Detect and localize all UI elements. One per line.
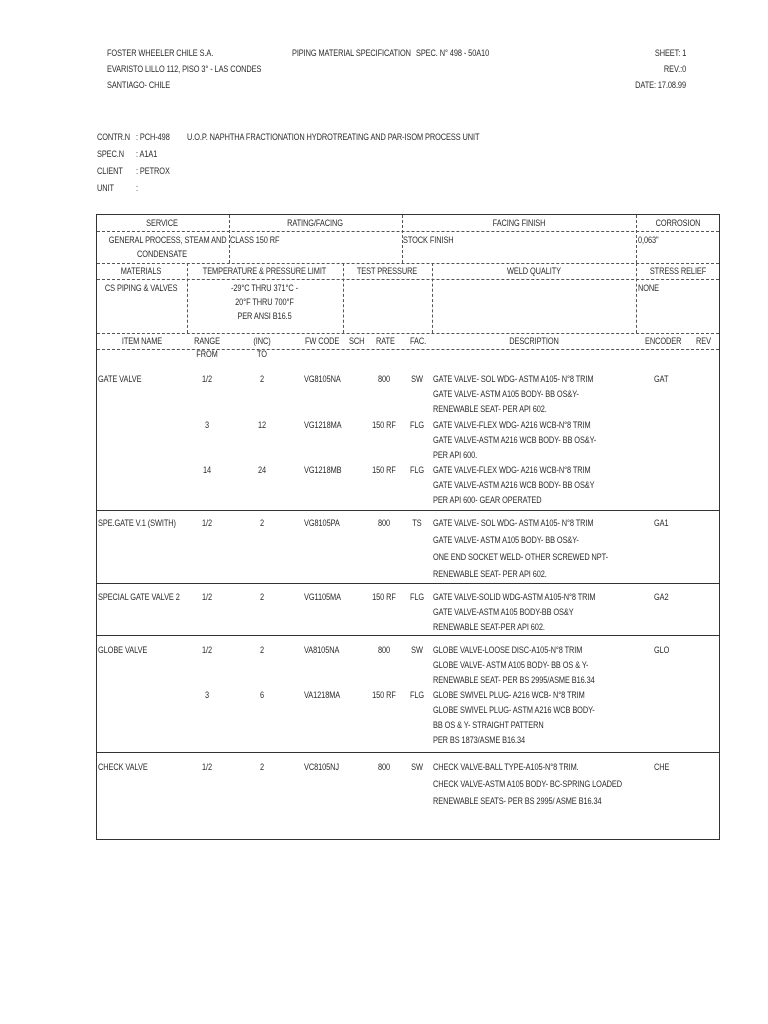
description-line: PER API 600.	[433, 450, 478, 460]
description-line: GATE VALVE-SOLID WDG-ASTM A105-N°8 TRIM	[433, 592, 596, 602]
col-description: DESCRIPTION	[509, 336, 559, 346]
fw-code: VG1218MA	[304, 420, 342, 430]
facing: SW	[411, 762, 423, 772]
rule	[97, 231, 719, 232]
fw-code: VG1105MA	[304, 592, 341, 602]
description-line: GLOBE VALVE-LOOSE DISC-A105-N°8 TRIM	[433, 645, 583, 655]
rating-value: CLASS 150 RF	[230, 235, 280, 245]
col-item-name: ITEM NAME	[121, 336, 163, 346]
unit-value: :	[136, 183, 138, 193]
col-range-to-2: TO	[257, 349, 267, 359]
corrosion-value: 0,063"	[638, 235, 659, 245]
rate: 800	[377, 645, 391, 655]
rate: 800	[377, 518, 391, 528]
revision: REV.:0	[663, 64, 686, 74]
facing-heading: FACING FINISH	[492, 218, 546, 228]
item-name: CHECK VALVE	[98, 762, 148, 772]
temp-value: -29°C THRU 371°C -	[230, 283, 299, 293]
range-from: 1/2	[201, 374, 213, 384]
description-line: RENEWABLE SEAT-PER API 602.	[433, 622, 545, 632]
description-line: GATE VALVE- ASTM A105 BODY- BB OS&Y-	[433, 535, 579, 545]
rule	[97, 333, 719, 334]
client-label: CLIENT	[97, 166, 123, 176]
col-range-from: RANGE	[194, 336, 220, 346]
item-separator	[97, 635, 719, 636]
range-from: 3	[204, 690, 210, 700]
description-line: CHECK VALVE-BALL TYPE-A105-N°8 TRIM.	[433, 762, 579, 772]
description-line: RENEWABLE SEAT- PER BS 2995/ASME B16.34	[433, 675, 595, 685]
temp-value-3: PER ANSI B16.5	[237, 311, 292, 321]
description-line: GLOBE SWIVEL PLUG- ASTM A216 WCB BODY-	[433, 705, 595, 715]
description-line: GATE VALVE-FLEX WDG- A216 WCB-N°8 TRIM	[433, 465, 591, 475]
rule	[97, 279, 719, 280]
facing: SW	[411, 374, 423, 384]
facing: FLG	[409, 592, 425, 602]
range-to: 2	[259, 374, 265, 384]
description-line: GATE VALVE-ASTM A105 BODY-BB OS&Y	[433, 607, 574, 617]
materials-heading: MATERIALS	[120, 266, 162, 276]
spec-number: SPEC. N° 498 - 50A10	[416, 48, 490, 58]
range-to: 2	[259, 762, 265, 772]
rate: 800	[377, 374, 391, 384]
facing: FLG	[409, 465, 425, 475]
encoder-code: CHE	[654, 762, 670, 772]
unit-label: UNIT	[97, 183, 114, 193]
fw-code: VG8105PA	[304, 518, 340, 528]
range-to: 12	[257, 420, 267, 430]
project-title: U.O.P. NAPHTHA FRACTIONATION HYDROTREATING AND PAR-ISOM PROCESS UNIT	[187, 132, 480, 142]
item-separator	[97, 583, 719, 584]
fw-code: VG8105NA	[304, 374, 341, 384]
encoder-code: GA1	[654, 518, 669, 528]
col-rev: REV	[696, 336, 711, 346]
rate: 150 RF	[372, 592, 396, 602]
company-city: SANTIAGO- CHILE	[107, 80, 171, 90]
item-name: SPECIAL GATE VALVE 2	[98, 592, 180, 602]
sheet-number: SHEET: 1	[654, 48, 686, 58]
facing: FLG	[409, 690, 425, 700]
range-to: 2	[259, 645, 265, 655]
description-line: PER API 600- GEAR OPERATED	[433, 495, 542, 505]
description-line: PER BS 1873/ASME B16.34	[433, 735, 526, 745]
rule	[636, 263, 637, 333]
test-heading: TEST PRESSURE	[356, 266, 418, 276]
rate: 150 RF	[372, 690, 396, 700]
description-line: GLOBE VALVE- ASTM A105 BODY- BB OS & Y-	[433, 660, 589, 670]
spec-value: : A1A1	[136, 149, 158, 159]
company-name: FOSTER WHEELER CHILE S.A.	[107, 48, 214, 58]
item-name: GLOBE VALVE	[98, 645, 148, 655]
description-line: GATE VALVE- SOL WDG- ASTM A105- N°8 TRIM	[433, 518, 594, 528]
col-rate: RATE	[376, 336, 395, 346]
description-line: RENEWABLE SEAT- PER API 602.	[433, 569, 547, 579]
col-range-to: (INC)	[253, 336, 271, 346]
description-line: GATE VALVE-ASTM A216 WCB BODY- BB OS&Y	[433, 480, 595, 490]
range-from: 14	[202, 465, 212, 475]
spec-label: SPEC.N	[97, 149, 124, 159]
date: DATE: 17.08.99	[635, 80, 686, 90]
range-from: 1/2	[201, 592, 213, 602]
description-line: BB OS & Y- STRAIGHT PATTERN	[433, 720, 544, 730]
range-to: 2	[259, 592, 265, 602]
description-line: GATE VALVE-FLEX WDG- A216 WCB-N°8 TRIM	[433, 420, 591, 430]
col-range-from-2: FROM	[196, 349, 218, 359]
item-separator	[97, 510, 719, 511]
description-line: GATE VALVE- SOL WDG- ASTM A105- N°8 TRIM	[433, 374, 594, 384]
range-to: 24	[257, 465, 267, 475]
range-from: 1/2	[201, 518, 213, 528]
rate: 150 RF	[372, 465, 396, 475]
col-sch: SCH	[349, 336, 365, 346]
fw-code: VA1218MA	[304, 690, 341, 700]
item-separator	[97, 752, 719, 753]
stress-value: NONE	[638, 283, 659, 293]
contr-value: : PCH-498	[136, 132, 170, 142]
temp-heading: TEMPERATURE & PRESSURE LIMIT	[202, 266, 327, 276]
rule	[97, 263, 719, 264]
fw-code: VC8105NJ	[304, 762, 340, 772]
facing: FLG	[409, 420, 425, 430]
encoder-code: GA2	[654, 592, 669, 602]
fw-code: VA8105NA	[304, 645, 340, 655]
doc-title: PIPING MATERIAL SPECIFICATION	[292, 48, 411, 58]
description-line: CHECK VALVE-ASTM A105 BODY- BC-SPRING LOADED	[433, 779, 623, 789]
range-from: 1/2	[201, 762, 213, 772]
contr-label: CONTR.N	[97, 132, 131, 142]
facing-value: STOCK FINISH	[403, 235, 454, 245]
rule	[187, 263, 188, 333]
fw-code: VG1218MB	[304, 465, 342, 475]
facing: TS	[412, 518, 422, 528]
encoder-code: GAT	[654, 374, 669, 384]
col-encoder: ENCODER	[645, 336, 682, 346]
description-line: RENEWABLE SEATS- PER BS 2995/ ASME B16.34	[433, 796, 602, 806]
col-fw-code: FW CODE	[305, 336, 340, 346]
rate: 150 RF	[372, 420, 396, 430]
description-line: GATE VALVE-ASTM A216 WCB BODY- BB OS&Y-	[433, 435, 597, 445]
weld-heading: WELD QUALITY	[507, 266, 561, 276]
service-value-2: CONDENSATE	[137, 249, 187, 259]
description-line: GLOBE SWIVEL PLUG- A216 WCB- N°8 TRIM	[433, 690, 585, 700]
temp-value-2: 20°F THRU 700°F	[235, 297, 294, 307]
description-line: ONE END SOCKET WELD- OTHER SCREWED NPT-	[433, 552, 609, 562]
item-name: SPE.GATE V.1 (SWITH)	[98, 518, 176, 528]
stress-heading: STRESS RELIEF	[649, 266, 707, 276]
col-fac: FAC.	[410, 336, 427, 346]
range-to: 6	[259, 690, 265, 700]
range-from: 3	[204, 420, 210, 430]
item-name: GATE VALVE	[98, 374, 142, 384]
corrosion-heading: CORROSION	[655, 218, 701, 228]
encoder-code: GLO	[654, 645, 670, 655]
rate: 800	[377, 762, 391, 772]
client-value: : PETROX	[136, 166, 170, 176]
service-heading: SERVICE	[146, 218, 178, 228]
description-line: GATE VALVE- ASTM A105 BODY- BB OS&Y-	[433, 389, 579, 399]
company-address: EVARISTO LILLO 112, PISO 3° - LAS CONDES	[107, 64, 262, 74]
range-to: 2	[259, 518, 265, 528]
description-line: RENEWABLE SEAT- PER API 602.	[433, 404, 547, 414]
rule	[343, 263, 344, 333]
range-from: 1/2	[201, 645, 213, 655]
rating-heading: RATING/FACING	[287, 218, 343, 228]
materials-value: CS PIPING & VALVES	[104, 283, 178, 293]
rule	[636, 215, 637, 263]
rule	[432, 263, 433, 333]
service-value: GENERAL PROCESS, STEAM AND	[108, 235, 227, 245]
facing: SW	[411, 645, 423, 655]
